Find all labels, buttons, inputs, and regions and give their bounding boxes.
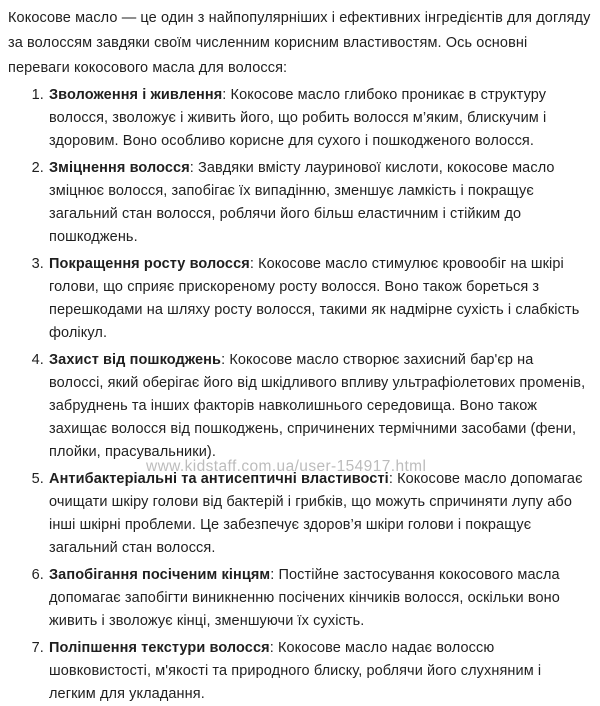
intro-paragraph: Кокосове масло — це один з найпопулярніших і ефективних інгредієнтів для догляду за волоссям завдяки своїм численним корисним властивостям. Ось основні переваги кокосового масла для волосся:: [8, 10, 591, 76]
benefit-title: Зміцнення волосся: [49, 160, 190, 176]
benefit-item: 1. Зволоження і живлення: Кокосове масло глибоко проникає в структуру волосся, зволожує і живить його, що робить волосся м’яким, блискучим і здоровим. Воно особливо корисне для сухого і пошкодженого волосся.: [48, 84, 592, 153]
benefit-title: Покращення росту волосся: [49, 256, 250, 272]
benefit-title: Антибактеріальні та антисептичні властивості: [49, 471, 389, 487]
benefit-item: 3. Покращення росту волосся: Кокосове масло стимулює кровообіг на шкірі голови, що сприяє прискореному росту волосся. Воно також бореться з перешкодами на шляху росту волосся, такими як надмірне сухість і слабкість фолікул.: [48, 253, 592, 345]
benefit-title: Захист від пошкоджень: [49, 352, 222, 368]
benefit-item: 6. Запобігання посіченим кінцям: Постійне застосування кокосового масла допомагає запобігти виникненню посічених кінчиків волосся, оскільки воно живить і зволожує кінці, зменшуючи їх сухість.: [48, 564, 592, 633]
benefit-title: Зволоження і живлення: [49, 87, 223, 103]
benefit-item: 2. Зміцнення волосся: Завдяки вмісту лауринової кислоти, кокосове масло зміцнює волосся, запобігає їх випадінню, зменшує ламкість і покращує загальний стан волосся, роблячи його більш еластичним і стійким до пошкоджень.: [48, 157, 592, 249]
benefit-item: 4. Захист від пошкоджень: Кокосове масло створює захисний бар'єр на волоссі, який оберігає його від шкідливого впливу ультрафіолетових променів, забруднень та інших факторів навколишнього середовища. Воно також захищає волосся від пошкоджень, спричинених термічними засобами (фени, плойки, прасувальники).: [48, 349, 592, 464]
benefit-title: Запобігання посіченим кінцям: [49, 567, 271, 583]
benefits-list: [8, 84, 592, 706]
benefit-item: 7. Поліпшення текстури волосся: Кокосове масло надає волоссю шовковистості, м'якості та природного блиску, роблячи його слухняним і легким для укладання.: [48, 637, 592, 706]
benefit-title: Поліпшення текстури волосся: [49, 640, 270, 656]
watermark-text: www.kidstaff.com.ua/user-154917.html: [146, 458, 427, 475]
benefit-item: 5. Антибактеріальні та антисептичні властивості: Кокосове масло допомагає очищати шкіру голови від бактерій і грибків, що можуть спричиняти лупу або інші шкірні проблеми. Це забезпечує здоров’я шкіри голови і покращує загальний стан волосся.: [48, 468, 592, 560]
